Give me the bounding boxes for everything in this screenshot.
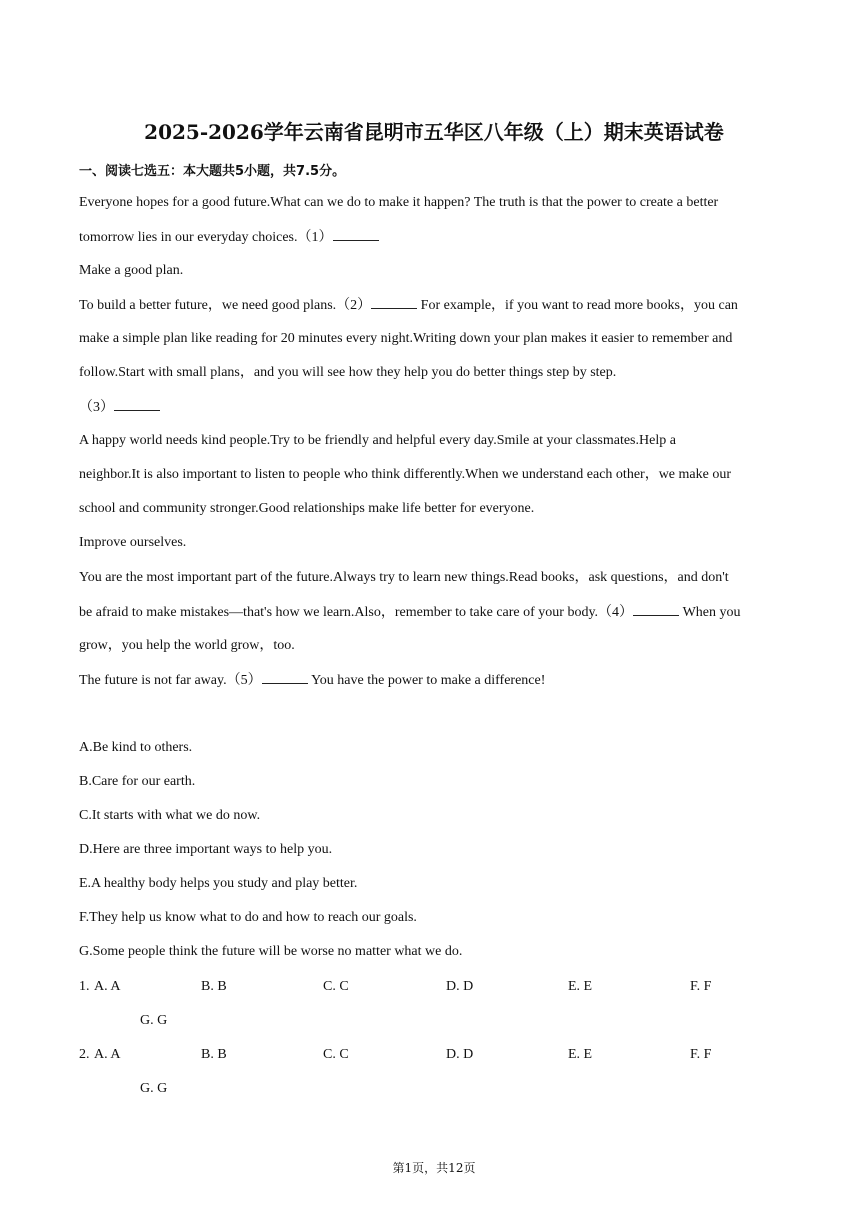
- choice-b: B.Care for our earth.: [79, 774, 196, 789]
- option-f[interactable]: F. F: [690, 979, 712, 994]
- option-c[interactable]: C. C: [323, 979, 349, 994]
- blank-5: [262, 671, 308, 684]
- choice-f: F.They help us know what to do and how to reach our goals.: [79, 910, 417, 925]
- choice-c: C.It starts with what we do now.: [79, 808, 261, 823]
- passage-line: make a simple plan like reading for 20 minutes every night.Writing down your plan makes it easier to remember and: [79, 331, 733, 346]
- question-number: 2.: [79, 1047, 90, 1062]
- question-number: 1.: [79, 979, 90, 994]
- option-f[interactable]: F. F: [690, 1047, 712, 1062]
- passage-line: [79, 228, 791, 247]
- passage-text: You have the power to make a difference!: [307, 673, 546, 688]
- passage-line: [79, 296, 791, 315]
- option-d[interactable]: D. D: [446, 1047, 474, 1062]
- passage-line: [79, 603, 791, 622]
- blank-4: [633, 603, 679, 616]
- option-g[interactable]: G. G: [140, 1081, 168, 1096]
- page-title: 2025-2026学年云南省昆明市五华区八年级（上）期末英语试卷: [144, 120, 724, 144]
- passage-text: tomorrow lies in our everyday choices.（1）: [79, 230, 333, 245]
- blank-1: [333, 228, 379, 241]
- passage-line: A happy world needs kind people.Try to be friendly and helpful every day.Smile at your classmates.Help a: [79, 433, 676, 448]
- option-g[interactable]: G. G: [140, 1013, 168, 1028]
- passage-text: （3）: [79, 400, 114, 415]
- passage-line: grow，you help the world grow，too.: [79, 638, 295, 653]
- passage-text: be afraid to make mistakes—that's how we learn.Also，remember to take care of your body.（4）: [79, 605, 634, 620]
- choice-g: G.Some people think the future will be worse no matter what we do.: [79, 944, 463, 959]
- choice-e: E.A healthy body helps you study and play better.: [79, 876, 358, 891]
- passage-line: school and community stronger.Good relationships make life better for everyone.: [79, 501, 535, 516]
- passage-line: [79, 398, 791, 417]
- passage-line: Everyone hopes for a good future.What can we do to make it happen? The truth is that the power to create a better: [79, 195, 719, 210]
- option-c[interactable]: C. C: [323, 1047, 349, 1062]
- option-a[interactable]: A. A: [94, 979, 121, 994]
- option-d[interactable]: D. D: [446, 979, 474, 994]
- passage-line: neighbor.It is also important to listen to people who think differently.When we understand each other，we make our: [79, 467, 731, 482]
- passage-text: The future is not far away.（5）: [79, 673, 262, 688]
- choice-d: D.Here are three important ways to help you.: [79, 842, 333, 857]
- choice-a: A.Be kind to others.: [79, 740, 193, 755]
- blank-3: [114, 398, 160, 411]
- passage-text: For example，if you want to read more books，you can: [417, 298, 738, 313]
- page-footer: 第1页，共12页: [392, 1161, 476, 1175]
- passage-text: When you: [679, 605, 741, 620]
- blank-2: [371, 296, 417, 309]
- option-e[interactable]: E. E: [568, 1047, 593, 1062]
- passage-line: [79, 671, 791, 690]
- option-b[interactable]: B. B: [201, 979, 227, 994]
- passage-text: To build a better future，we need good plans.（2）: [79, 298, 372, 313]
- subheading-improve: Improve ourselves.: [79, 535, 187, 550]
- option-b[interactable]: B. B: [201, 1047, 227, 1062]
- option-a[interactable]: A. A: [94, 1047, 121, 1062]
- option-e[interactable]: E. E: [568, 979, 593, 994]
- passage-line: follow.Start with small plans，and you will see how they help you do better things step by step.: [79, 365, 617, 380]
- section-heading: 一、阅读七选五：本大题共5小题，共7.5分。: [79, 164, 346, 179]
- passage-line: You are the most important part of the future.Always try to learn new things.Read books，ask questions，and don't: [79, 570, 729, 585]
- subheading-plan: Make a good plan.: [79, 263, 184, 278]
